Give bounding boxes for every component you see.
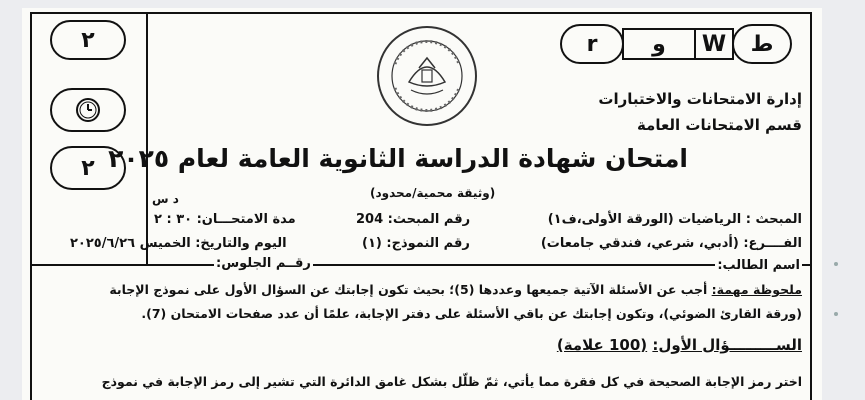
model-number-row: رقم النموذج: (١): [362, 236, 470, 251]
important-note-continued: (ورقة القارئ الضوئي)، وتكون إجابتك عن باقي الأسئلة على دفتر الإجابة، علمًا أن عدد صفحات الامتحان (7).: [141, 306, 802, 321]
section-name: قسم الامتحانات العامة: [636, 116, 802, 134]
branch-row: الفــــرع: (أدبي، شرعي، فندقي جامعات): [540, 236, 802, 251]
exam-title: امتحان شهادة الدراسة الثانوية العامة لعام ٢٠٢٥: [108, 144, 688, 173]
duration-unit-header: د س: [152, 192, 179, 206]
student-name-field: اسم الطالب:: [717, 258, 800, 273]
exam-header-frame: [30, 12, 812, 400]
date-row: اليوم والتاريخ: الخميس ٢٠٢٥/٦/٢٦: [70, 236, 287, 251]
margin-dot-2: [834, 312, 838, 316]
subject-code-box-2: W: [694, 28, 734, 60]
duration-row: مدة الامتحـــان: ٣٠ : ٢: [154, 212, 296, 227]
subject-code-box-4: r: [560, 24, 624, 64]
question-one-heading: [557, 336, 802, 354]
header-divider: [32, 264, 810, 266]
important-note-label: ملحوظة مهمة:: [711, 282, 802, 297]
seat-number-field: رقــم الجلوس:: [216, 256, 311, 271]
page-number-box-top: [50, 20, 126, 60]
side-column-divider: [146, 14, 148, 264]
ministry-seal: [375, 24, 479, 128]
question-one-marks: (100 علامة): [556, 336, 648, 354]
department-name: إدارة الامتحانات والاختبارات: [598, 90, 802, 108]
subject-number-row: رقم المبحث: 204: [356, 212, 471, 227]
exam-paper: [22, 8, 822, 400]
document-classification: (وثيقة محمية/محدود): [370, 186, 496, 200]
subject-code-box-3: و: [622, 28, 696, 60]
page-number-top: ٢: [81, 27, 95, 53]
question-one-instruction: اختر رمز الإجابة الصحيحة في كل فقرة مما يأتي، ثمّ ظلّل بشكل غامق الدائرة التي تشير إلى رمز الإجابة في نموذج: [101, 374, 802, 389]
important-note-text: أجب عن الأسئلة الآتية جميعها وعددها (5)؛ بحيث تكون إجابتك عن السؤال الأول على نموذج الإجابة: [109, 282, 708, 297]
subject-code-box-1: ط: [732, 24, 792, 64]
subject-row: المبحث : الرياضيات (الورقة الأولى،ف١): [547, 212, 802, 227]
page-number-bottom: ٢: [81, 155, 95, 181]
question-one-label: الســـــــــؤال الأول:: [652, 336, 802, 354]
margin-dot-1: [834, 262, 838, 266]
duration-icon-box: [50, 88, 126, 132]
important-note: [109, 282, 802, 297]
clock-icon: [75, 97, 101, 123]
